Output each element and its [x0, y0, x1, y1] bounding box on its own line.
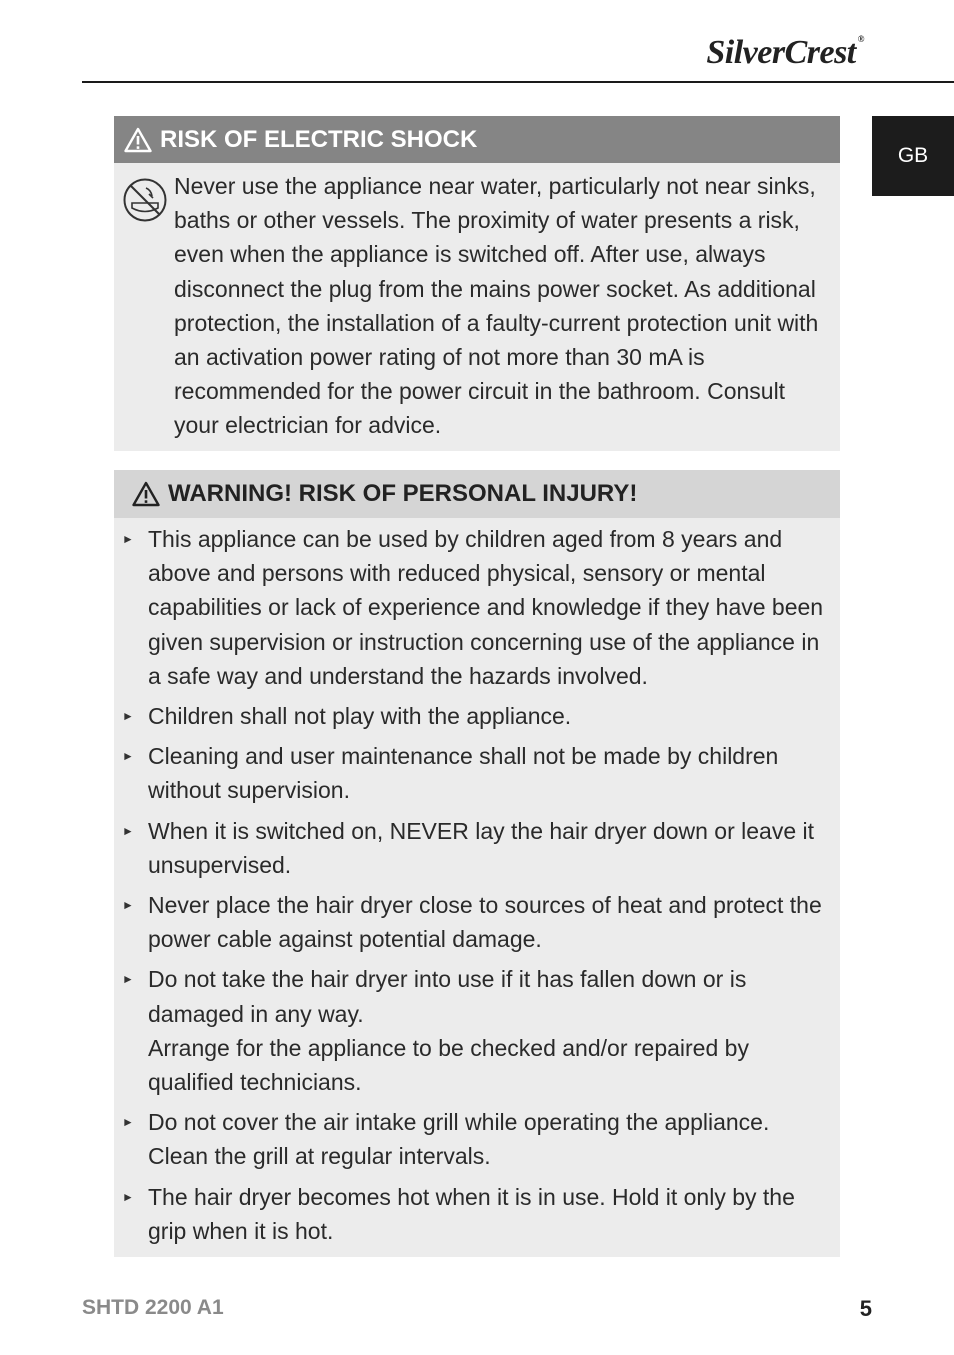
list-item: ► Do not cover the air intake grill while operating the appliance. Clean the grill at regular intervals.: [148, 1105, 832, 1173]
brand-logo: SilverCrest ®: [706, 34, 864, 71]
electric-shock-body: [114, 163, 840, 443]
warning-list: [114, 518, 840, 1248]
warning-triangle-icon: [124, 127, 152, 153]
electric-shock-text: Never use the appliance near water, particularly not near sinks, baths or other vessels. The proximity of water presents a risk, even when the appliance is switched off. After use, always disconnect the plug from the mains power socket. As additional protection, the installation of a faulty-current protection unit with an activation power rating of not more than 30 mA is recommended for the power circuit in the bathroom. Consult your electrician for advice.: [174, 173, 819, 439]
list-item: ► Never place the hair dryer close to sources of heat and protect the power cable against potential damage.: [148, 888, 832, 956]
personal-injury-title: WARNING! RISK OF PERSONAL INJURY!: [168, 480, 638, 507]
no-water-icon: [122, 177, 168, 223]
list-item: ► The hair dryer becomes hot when it is in use. Hold it only by the grip when it is hot.: [148, 1180, 832, 1248]
warning-triangle-icon: [132, 481, 160, 507]
electric-shock-box: [114, 116, 840, 451]
header-rule: [82, 81, 954, 83]
list-item-extra: Arrange for the appliance to be checked and/or repaired by qualified technicians.: [148, 1034, 749, 1096]
page-number: 5: [859, 1296, 872, 1321]
list-item: ► This appliance can be used by children aged from 8 years and above and persons with reduced physical, sensory or mental capabilities or lack of experience and knowledge if they have been given supervision or instruction concerning use of the appliance in a safe way and understand the hazards involved.: [148, 522, 832, 693]
language-tab: GB: [872, 116, 954, 196]
personal-injury-header: [114, 470, 840, 518]
electric-shock-title: RISK OF ELECTRIC SHOCK: [160, 125, 478, 153]
footer-model-number: SHTD 2200 A1: [82, 1296, 224, 1319]
list-item: ► Cleaning and user maintenance shall not be made by children without supervision.: [148, 739, 832, 807]
electric-shock-header: [114, 116, 840, 163]
list-item: ► Do not take the hair dryer into use if it has fallen down or is damaged in any way. Arrange for the appliance to be checked and/or repaired by qualified technicians.: [148, 962, 832, 1099]
personal-injury-box: [114, 470, 840, 1257]
list-item: ► When it is switched on, NEVER lay the hair dryer down or leave it unsupervised.: [148, 814, 832, 882]
list-item: ► Children shall not play with the appliance.: [148, 699, 832, 733]
